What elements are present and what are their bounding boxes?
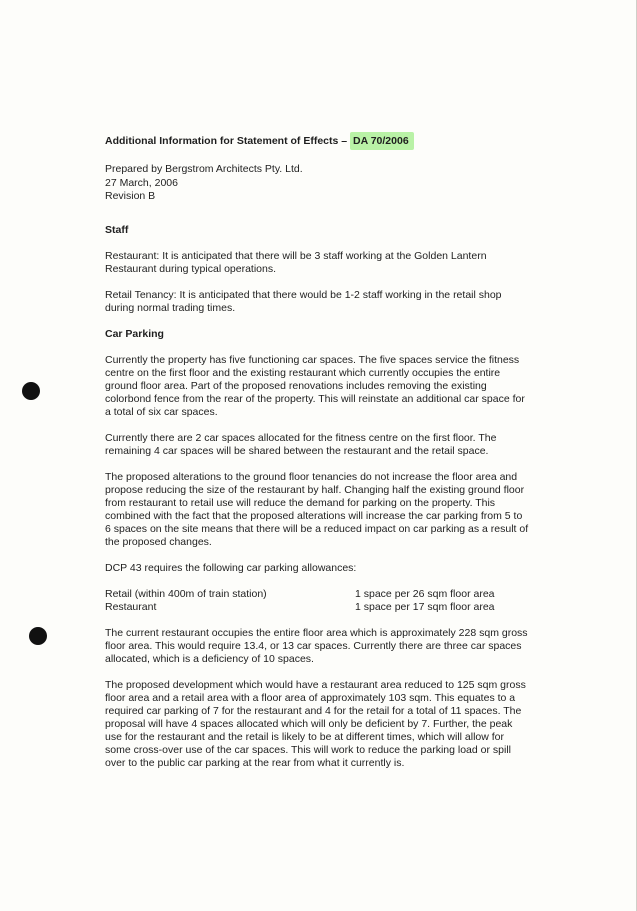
car-parking-heading: Car Parking [105,327,164,340]
staff-retail-paragraph: Retail Tenancy: It is anticipated that there would be 1-2 staff working in the retail shop during normal trading times. [105,288,502,314]
staff-restaurant-paragraph: Restaurant: It is anticipated that there will be 3 staff working at the Golden Lantern Restaurant during typical operations. [105,249,487,275]
document-body [105,135,530,770]
punch-hole [29,627,47,645]
car-parking-paragraph-4: The current restaurant occupies the entire floor area which is approximately 228 sqm gross floor area. This would require 13.4, or 13 car spaces. Currently there are three car spaces allocated, which is a deficiency of 10 spaces. [105,626,528,665]
allowance-rate: 1 space per 17 sqm floor area [355,600,495,613]
document-title [105,135,530,148]
prepared-block [105,163,530,204]
highlighted-da-number: DA 70/2006 [350,132,414,150]
car-parking-paragraph-3: The proposed alterations to the ground floor tenancies do not increase the floor area and propose reducing the size of the restaurant by half. Changing half the existing ground floor from restaurant to retail use will reduce the demand for parking on the property. This combined with the fact that the proposed alterations will increase the car parking from 5 to 6 spaces on the site means that there will be a reduced impact on car parking as a result of the proposed changes. [105,470,529,548]
punch-hole [22,382,40,400]
prepared-by: Prepared by Bergstrom Architects Pty. Ltd. [105,163,303,175]
allowance-use: Restaurant [105,600,157,613]
staff-heading: Staff [105,223,129,236]
car-parking-paragraph-5: The proposed development which would have a restaurant area reduced to 125 sqm gross floor area and a retail area with a floor area of approximately 103 sqm. This equates to a required car parking of 7 for the restaurant and 4 for the retail for a total of 11 spaces. The proposal will have 4 spaces allocated which will only be deficient by 7. Further, the peak use for the restaurant and the retail is likely to be at different times, which will allow for some cross-over use of the car spaces. This will work to reduce the parking load or spill over to the public car parking at the rear from what it currently is. [105,678,526,769]
allowance-use: Retail (within 400m of train station) [105,587,267,600]
prepared-date: 27 March, 2006 [105,176,178,189]
allowance-table [105,588,530,614]
title-text: Additional Information for Statement of Effects – [105,135,351,147]
revision: Revision B [105,190,156,202]
car-parking-paragraph-2: Currently there are 2 car spaces allocated for the fitness centre on the first floor. The remaining 4 car spaces will be shared between the restaurant and the retail space. [105,431,497,457]
car-parking-paragraph-1: Currently the property has five functioning car spaces. The five spaces service the fitness centre on the first floor and the existing restaurant which currently occupies the entire ground floor area. Part of the proposed renovations includes removing the existing colorbond fence from the rear of the property. This will reinstate an additional car space for a total of six car spaces. [105,353,525,418]
dcp-intro: DCP 43 requires the following car parking allowances: [105,561,357,574]
allowance-rate: 1 space per 26 sqm floor area [355,587,495,600]
